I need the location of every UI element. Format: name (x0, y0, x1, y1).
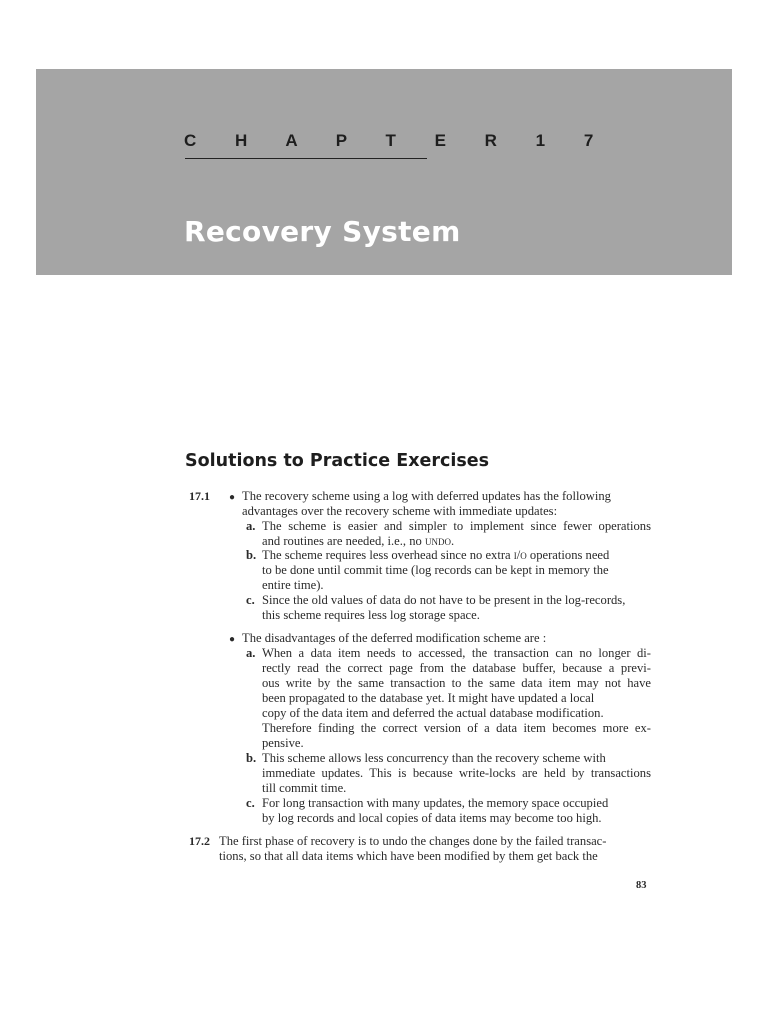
paragraph-line: Therefore finding the correct version of a data item becomes more ex- (262, 721, 651, 735)
paragraph-line: immediate updates. This is because write-locks are held by transactions (262, 766, 651, 780)
page-number: 83 (636, 880, 647, 891)
paragraph-line: pensive. (262, 736, 304, 750)
bullet-icon: ● (229, 634, 236, 645)
paragraph-line: For long transaction with many updates, the memory space occupied (262, 796, 609, 810)
paragraph-line: The scheme requires less overhead since no extra i/o operations need (262, 548, 610, 562)
paragraph-line: copy of the data item and deferred the actual database modification. (262, 706, 604, 720)
paragraph-line: by log records and local copies of data items may become too high. (262, 811, 602, 825)
paragraph-line: been propagated to the database yet. It might have updated a local (262, 691, 595, 705)
paragraph-line: Since the old values of data do not have to be present in the log-records, (262, 593, 626, 607)
chapter-title: Recovery System (184, 215, 461, 248)
paragraph-line: The recovery scheme using a log with deferred updates has the following (242, 489, 611, 503)
paragraph-line: till commit time. (262, 781, 347, 795)
chapter-label: C H A P T E R 1 7 (184, 131, 611, 150)
bullet-icon: ● (229, 492, 236, 503)
paragraph-line: The first phase of recovery is to undo the changes done by the failed transac- (219, 834, 607, 848)
paragraph-line: advantages over the recovery scheme with immediate updates: (242, 504, 558, 518)
paragraph-line: When a data item needs to accessed, the transaction can no longer di- (262, 646, 651, 660)
paragraph-line: this scheme requires less log storage space. (262, 608, 480, 622)
exercise-number: 17.2 (189, 834, 210, 848)
paragraph-line: tions, so that all data items which have been modified by them get back the (219, 849, 598, 863)
paragraph-line: entire time). (262, 578, 324, 592)
item-label: a. (246, 519, 256, 533)
item-label: a. (246, 646, 256, 660)
paragraph-line: The disadvantages of the deferred modification scheme are : (242, 631, 547, 645)
paragraph-line: ous write by the same transaction to the same data item may not have (262, 676, 651, 690)
item-label: b. (246, 751, 257, 765)
item-label: c. (246, 796, 255, 810)
paragraph-line: The scheme is easier and simpler to implement since fewer operations (262, 519, 651, 533)
item-label: b. (246, 548, 257, 562)
paragraph-line: This scheme allows less concurrency than the recovery scheme with (262, 751, 606, 765)
exercise-number: 17.1 (189, 489, 210, 503)
paragraph-line: to be done until commit time (log records can be kept in memory the (262, 563, 609, 577)
item-label: c. (246, 593, 255, 607)
section-heading: Solutions to Practice Exercises (185, 451, 490, 471)
paragraph-line: and routines are needed, i.e., no undo. (262, 534, 455, 548)
paragraph-line: rectly read the correct page from the database buffer, because a previ- (262, 661, 651, 675)
